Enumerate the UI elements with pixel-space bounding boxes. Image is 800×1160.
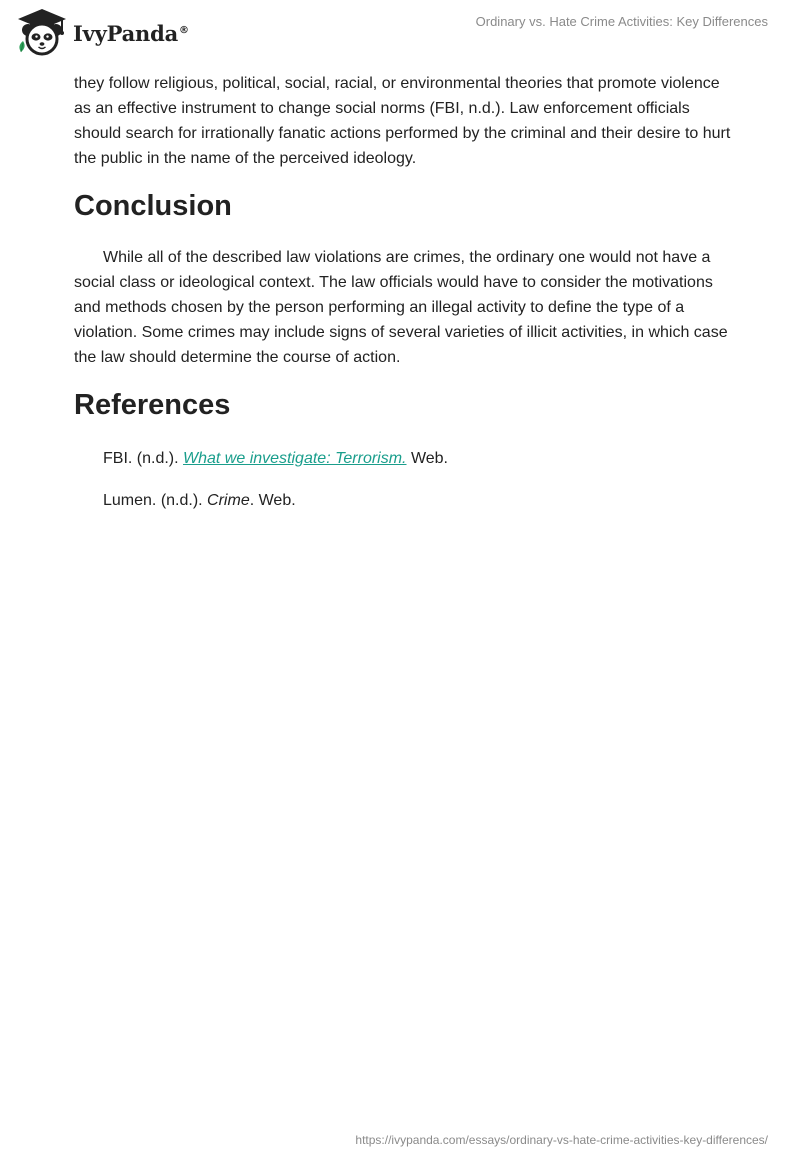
reference-author: Lumen. (n.d.).	[103, 492, 208, 509]
footer-url[interactable]: https://ivypanda.com/essays/ordinary-vs-hate-crime-activities-key-differences/	[355, 1133, 768, 1147]
page-header	[0, 0, 800, 64]
reference-author: FBI. (n.d.).	[103, 450, 184, 467]
reference-item	[103, 488, 734, 513]
references-heading: References	[74, 389, 231, 421]
brand-name: IvyPanda®	[73, 20, 189, 46]
reference-suffix: . Web.	[249, 492, 296, 509]
document-title: Ordinary vs. Hate Crime Activities: Key Differences	[475, 14, 768, 29]
reference-title: Crime	[207, 492, 250, 509]
conclusion-paragraph: While all of the described law violations are crimes, the ordinary one would not have a social class or ideological context. The law officials would have to consider the motivations and methods chosen by the person performing an illegal activity to define the type of a violation. Some crimes may include signs of several varieties of illicit activities, in which case the law should determine the course of action.	[74, 249, 728, 366]
registered-mark: ®	[179, 24, 189, 36]
conclusion-heading: Conclusion	[74, 190, 232, 222]
reference-link[interactable]: What we investigate: Terrorism.	[183, 450, 407, 467]
reference-suffix: Web.	[406, 450, 448, 467]
reference-item	[103, 446, 734, 471]
intro-paragraph: they follow religious, political, social, racial, or environmental theories that promote violence as an effective instrument to change social norms (FBI, n.d.). Law enforcement officials should search for irrationally fanatic actions performed by the criminal and their desire to hurt the public in the name of the perceived ideology.	[74, 75, 731, 167]
essay-content	[74, 71, 734, 530]
panda-graduate-icon	[16, 8, 68, 56]
ivypanda-logo[interactable]	[16, 8, 189, 56]
